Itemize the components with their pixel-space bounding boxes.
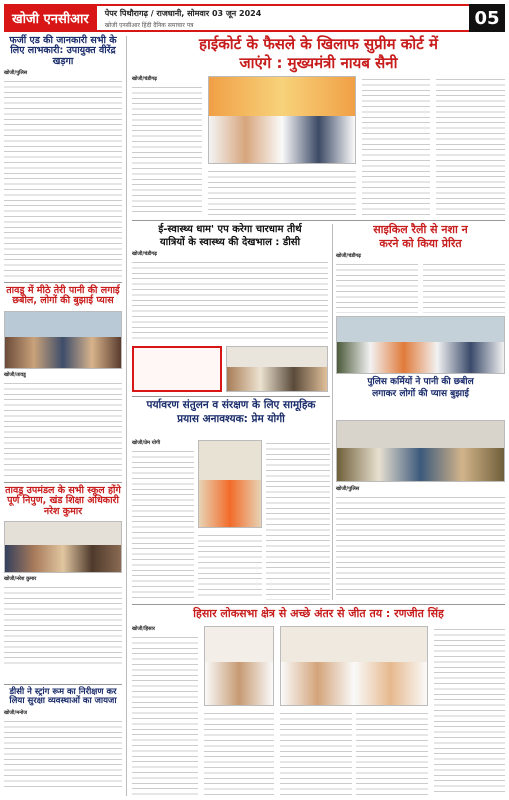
photo-person	[199, 480, 261, 527]
story-body-right	[423, 261, 505, 313]
lead-photo	[208, 76, 356, 164]
photo-people	[205, 662, 273, 705]
lead-headline-line2: जाएंगे : मुख्यमंत्री नायब सैनी	[239, 53, 398, 72]
story-byline: खोजी/हिसार	[132, 626, 155, 632]
story-headline: तावडू में मीठे तेरी पानी की लगाई छबील, लोगों की बुझाई प्यास	[6, 285, 120, 307]
story-photo	[4, 311, 122, 369]
divider	[4, 282, 122, 283]
hisar-col-4	[356, 710, 428, 796]
hisar-col-2	[204, 710, 274, 796]
photo-sky	[5, 312, 121, 337]
photo-people	[227, 367, 327, 391]
lead-col-4	[436, 76, 505, 216]
photo-police	[337, 448, 504, 481]
hisar-col-5	[434, 626, 505, 796]
story-body	[336, 494, 505, 598]
story-strong-room	[4, 688, 122, 788]
photo-sky	[5, 522, 121, 545]
column-divider	[332, 224, 333, 600]
story-body	[4, 78, 122, 278]
brand-name: खोजी एनसीआर	[4, 4, 97, 32]
photo-people	[281, 662, 427, 705]
story-headline-line2: लगाकर लोगों की प्यास बुझाई	[372, 388, 469, 399]
env-photo	[198, 440, 262, 528]
photo-sky	[199, 441, 261, 480]
environment-body	[132, 440, 330, 600]
lead-col-photo-below	[208, 168, 356, 216]
dateline	[97, 4, 469, 32]
story-schools	[4, 486, 122, 664]
e-swasthya-story	[132, 224, 328, 341]
small-photo	[226, 346, 328, 392]
story-byline: खोजी/तावडू	[4, 371, 26, 378]
ad-box	[132, 346, 222, 392]
divider	[4, 482, 122, 483]
story-body	[4, 584, 122, 664]
police-body	[336, 486, 505, 598]
hisar-story	[132, 608, 505, 620]
photo-sky	[337, 421, 504, 448]
hisar-photo-2	[280, 626, 428, 706]
story-headline: डीसी ने स्ट्रांग रूम का निरीक्षण कर लिया सुरक्षा व्यवस्थाओं का जायजा	[9, 687, 117, 707]
story-headline: फर्जी एड की जानकारी सभी के लिए लाभकारी: उपायुक्त वीरेंद्र खड़गा	[9, 35, 117, 67]
story-headline-line1: ई-स्वास्थ्य धाम' एप करेगा चारधाम तीर्थ	[158, 224, 302, 235]
story-headline-line1: साइकिल रैली से नशा न	[373, 223, 468, 236]
story-fake-ad	[4, 36, 122, 278]
lead-story	[132, 36, 505, 71]
masthead	[4, 4, 505, 32]
story-photo	[4, 521, 122, 573]
page-number: 05	[469, 4, 505, 32]
story-byline: खोजी/पुलिस	[336, 486, 360, 492]
column-divider	[126, 36, 127, 796]
story-body	[4, 380, 122, 480]
photo-sky	[227, 347, 327, 367]
story-headline-line2: यात्रियों के स्वास्थ्य की देखभाल : डीसी	[159, 237, 301, 248]
env-col-2	[198, 532, 262, 600]
story-water-tavdu	[4, 286, 122, 480]
story-body	[4, 718, 122, 788]
photo-people	[209, 116, 355, 163]
divider	[132, 396, 330, 397]
cycle-rally-photo	[336, 316, 505, 374]
lead-col-1	[132, 84, 202, 216]
divider	[4, 684, 122, 685]
police-water-photo	[336, 420, 505, 482]
hisar-body	[132, 626, 505, 796]
lead-col-3	[362, 76, 430, 216]
story-byline: खोजी/पुलिस	[4, 70, 28, 77]
hisar-col-1	[132, 634, 198, 796]
photo-backdrop	[209, 77, 355, 116]
lead-byline: खोजी/चंडीगढ़	[132, 76, 157, 82]
story-headline: तावडू उपमंडल के सभी स्कूल होंगे पूर्ण निपुण, खंड शिक्षा अधिकारी नरेश कुमार	[5, 485, 121, 517]
story-byline: खोजी/चंडीगढ़	[132, 251, 157, 257]
lead-body	[132, 76, 505, 216]
environment-story	[132, 400, 330, 425]
photo-backdrop	[205, 627, 273, 662]
env-col-1	[132, 448, 194, 600]
photo-crowd	[5, 337, 121, 368]
story-headline: हिसार लोकसभा क्षेत्र से अच्छे अंतर से जीत तय : रणजीत सिंह	[193, 607, 444, 620]
story-byline: खोजी/नरेश कुमार	[4, 576, 37, 583]
lead-headline-line1: हाईकोर्ट के फैसले के खिलाफ सुप्रीम कोर्ट में	[199, 35, 438, 53]
story-body-left	[336, 261, 418, 313]
divider	[132, 604, 505, 605]
cycle-rally-story	[336, 224, 505, 313]
story-headline-line1: पुलिस कर्मियों ने पानी की छबील	[367, 377, 474, 387]
hisar-col-3	[280, 710, 352, 796]
date-line: पेपर पिथौरागढ़ / राजधानी, सोमवार 03 जून 2024	[104, 8, 262, 18]
story-byline: खोजी/प्रेम योगी	[132, 440, 161, 446]
photo-crowd	[5, 545, 121, 573]
photo-backdrop	[281, 627, 427, 662]
story-headline-line1: पर्यावरण संतुलन व संरक्षण के लिए सामूहिक	[146, 399, 316, 411]
story-byline: खोजी/मनोज	[4, 709, 27, 716]
story-body	[132, 259, 328, 341]
story-headline-line2: करने को किया प्रेरित	[379, 237, 462, 251]
police-water-story	[336, 378, 505, 400]
divider	[132, 220, 505, 221]
left-column	[4, 36, 122, 796]
env-col-3	[266, 440, 330, 600]
photo-cyclists	[337, 342, 504, 373]
story-byline: खोजी/चंडीगढ़	[336, 253, 361, 260]
story-headline-line2: प्रयास अनावश्यक: प्रेम योगी	[177, 412, 285, 425]
photo-sky	[337, 317, 504, 342]
hisar-photo-1	[204, 626, 274, 706]
sub-line: खोजी एनसीआर हिंदी दैनिक समाचार पत्र	[104, 21, 194, 29]
